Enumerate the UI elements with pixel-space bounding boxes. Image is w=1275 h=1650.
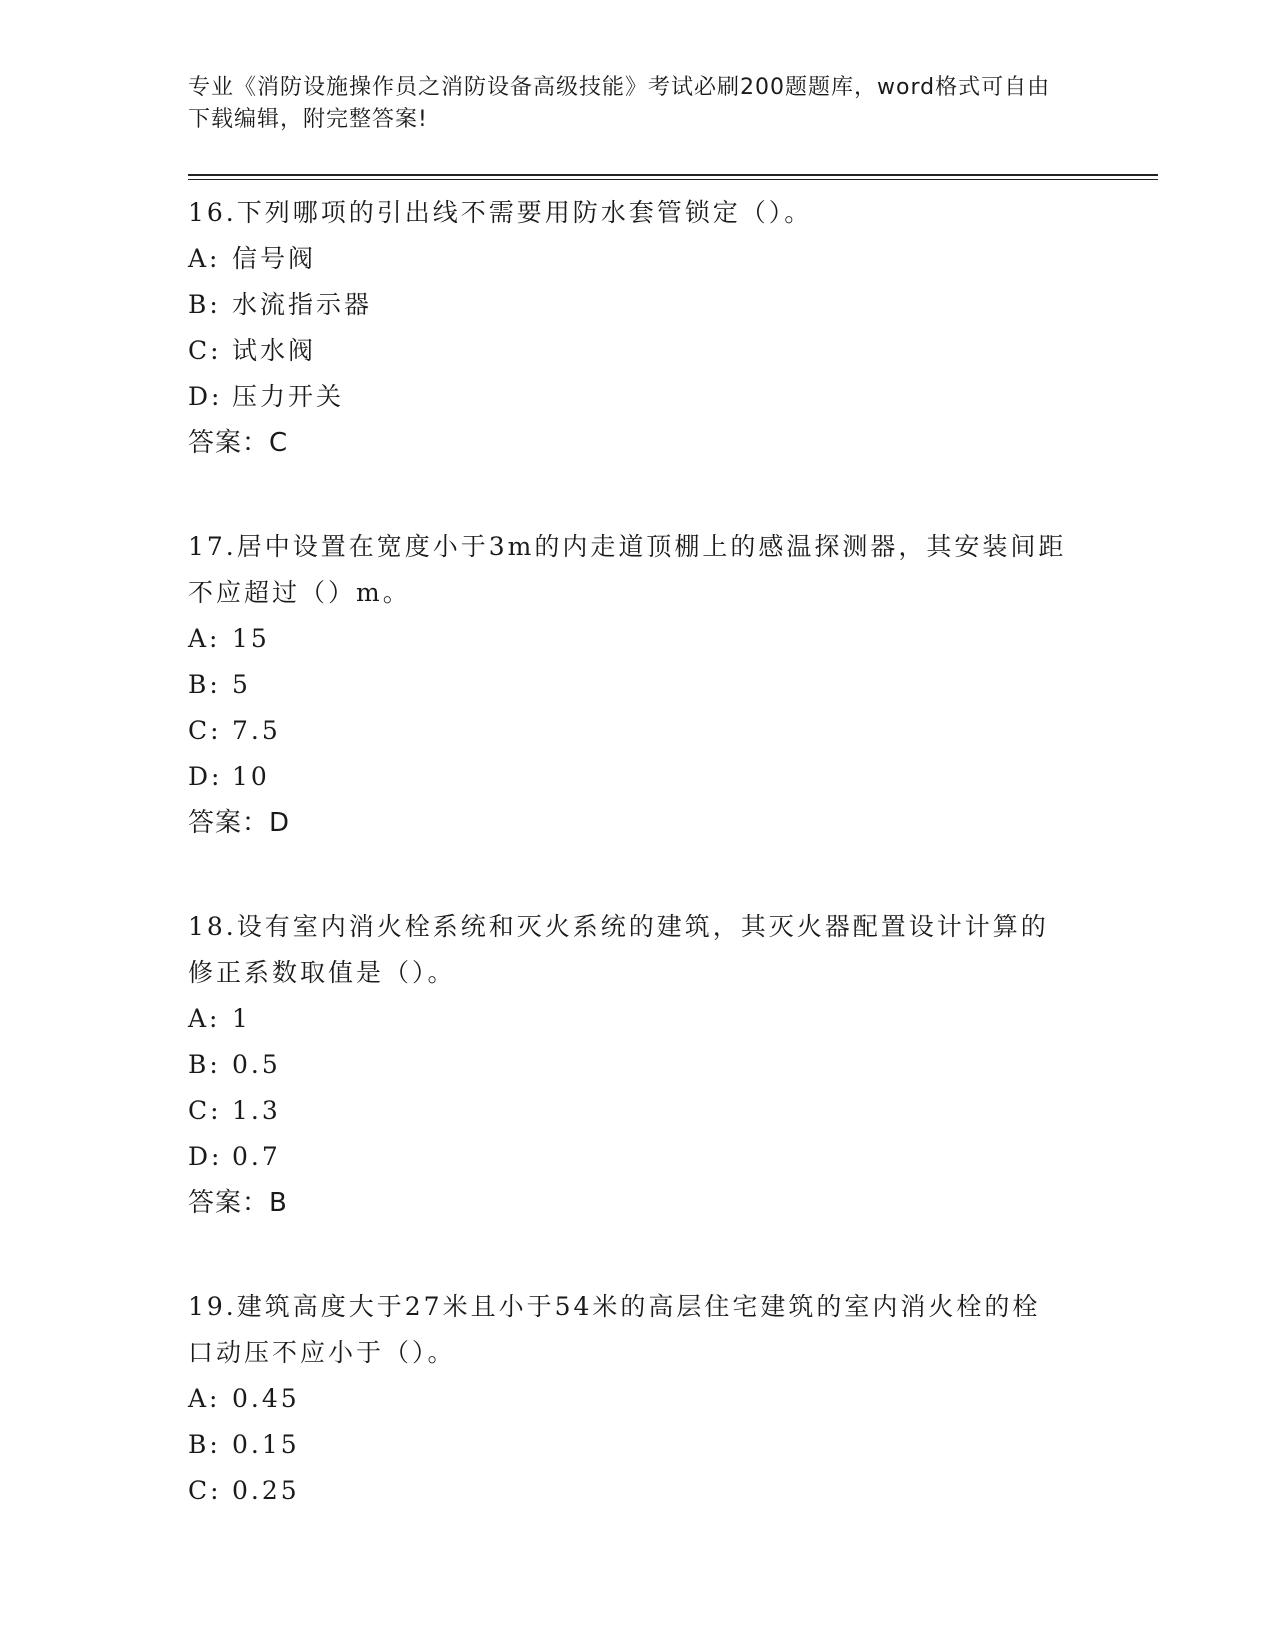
option-c [188, 1088, 1158, 1134]
option-value: 0.7 [232, 1142, 281, 1171]
document-page [188, 72, 1158, 1514]
option-key: A: [188, 1004, 221, 1033]
option-value: 5 [232, 670, 251, 699]
answer-label: 答案： [188, 428, 270, 458]
option-key: D: [188, 762, 223, 791]
answer-line [188, 800, 1158, 846]
option-key: D: [188, 1142, 223, 1171]
option-key: B: [188, 290, 221, 319]
option-key: C: [188, 1096, 222, 1125]
option-value: 7.5 [232, 716, 281, 745]
option-key: A: [188, 244, 221, 273]
option-value: 压力开关 [232, 382, 345, 411]
answer-line [188, 1180, 1158, 1226]
option-key: C: [188, 1476, 222, 1505]
option-value: 1 [232, 1004, 251, 1033]
option-c [188, 1468, 1158, 1514]
answer-value: C [269, 428, 289, 458]
answer-value: D [269, 808, 291, 838]
option-key: B: [188, 1430, 221, 1459]
question-text: 17.居中设置在宽度小于3m的内走道顶棚上的感温探测器，其安装间距不应超过（）m。 [188, 532, 1067, 607]
option-key: C: [188, 336, 222, 365]
option-value: 1.3 [232, 1096, 281, 1125]
option-b [188, 1422, 1158, 1468]
option-d [188, 754, 1158, 800]
option-value: 0.45 [232, 1384, 300, 1413]
option-value: 试水阀 [232, 336, 317, 365]
answer-label: 答案： [188, 1188, 270, 1218]
question-19 [188, 1284, 1158, 1514]
option-key: B: [188, 1050, 221, 1079]
option-value: 15 [232, 624, 270, 653]
option-b [188, 282, 1158, 328]
answer-label: 答案： [188, 808, 270, 838]
question-text: 19.建筑高度大于27米且小于54米的高层住宅建筑的室内消火栓的栓口动压不应小于（）。 [188, 1292, 1041, 1367]
option-key: D: [188, 382, 223, 411]
option-value: 0.15 [232, 1430, 300, 1459]
option-value: 0.25 [232, 1476, 300, 1505]
answer-value: B [269, 1188, 288, 1218]
option-a [188, 236, 1158, 282]
option-d [188, 1134, 1158, 1180]
question-18 [188, 904, 1158, 1226]
option-b [188, 1042, 1158, 1088]
question-16 [188, 190, 1158, 466]
option-key: B: [188, 670, 221, 699]
question-17 [188, 524, 1158, 846]
option-value: 水流指示器 [232, 290, 373, 319]
option-a [188, 1376, 1158, 1422]
option-key: C: [188, 716, 222, 745]
option-key: A: [188, 624, 221, 653]
option-d [188, 374, 1158, 420]
answer-line [188, 420, 1158, 466]
option-value: 10 [232, 762, 270, 791]
document-header: 专业《消防设施操作员之消防设备高级技能》考试必刷200题题库，word格式可自由下载编辑，附完整答案! [188, 75, 1051, 132]
option-key: A: [188, 1384, 221, 1413]
header-divider [188, 174, 1158, 180]
option-value: 信号阀 [232, 244, 317, 273]
option-a [188, 616, 1158, 662]
question-text: 16.下列哪项的引出线不需要用防水套管锁定（）。 [188, 198, 813, 227]
option-a [188, 996, 1158, 1042]
option-value: 0.5 [232, 1050, 281, 1079]
option-c [188, 708, 1158, 754]
question-text: 18.设有室内消火栓系统和灭火系统的建筑，其灭火器配置设计计算的修正系数取值是（）。 [188, 912, 1049, 987]
option-c [188, 328, 1158, 374]
option-b [188, 662, 1158, 708]
